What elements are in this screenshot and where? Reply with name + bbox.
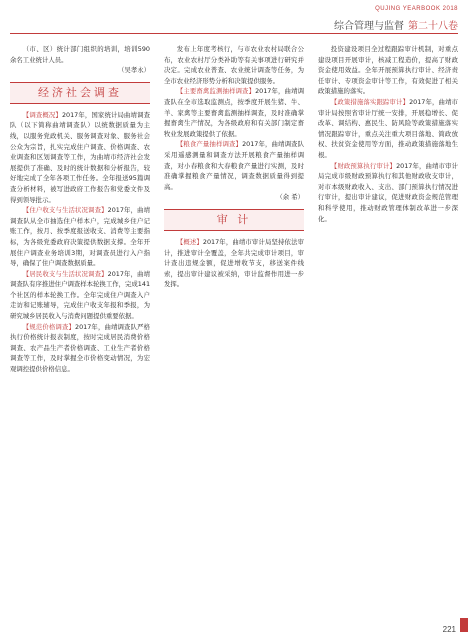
paragraph-heading: 【规范价格调查】 — [22, 322, 76, 331]
paragraph — [10, 110, 150, 205]
paragraph — [10, 322, 150, 375]
paragraph — [10, 269, 150, 322]
paragraph-text: 2017年，曲靖市审计局完成市级财政预算执行和其他财政收支审计，对市本级财政收入、支出、部门预算执行情况进行审计，提出审计建议，促进财政资金规范管理和科学使用，推动财政管理体制改革进一步深化。 — [318, 161, 458, 223]
yearbook-header — [308, 4, 458, 34]
paragraph-heading: 【调查概况】 — [22, 110, 62, 119]
page-number: 221 — [442, 625, 456, 634]
header-rule — [10, 33, 458, 34]
paragraph-text: 2017年，曲靖调查队严格执行价格统计报表制度，按时完成居民消费价格调查、农产品生产者价格调查、工业生产者价格调查等工作，及时掌握全市价格变动情况，为宏观调控提供价格信息。 — [10, 322, 150, 374]
edge-tab — [460, 618, 468, 632]
volume-label: 第二十八卷 — [408, 21, 458, 32]
paragraph — [318, 97, 458, 161]
paragraph-text: 2017年，曲靖市审计局坚持依法审计，推进审计全覆盖，全年共完成审计项目，审计查出违规金额，促进增收节支，移送案件线索，提出审计建议被采纳，审计监督作用进一步发挥。 — [164, 237, 304, 289]
paragraph-text: （市、区）统计部门组织的培训，培训590余名工业统计人员。 — [10, 45, 150, 64]
paragraph — [318, 44, 458, 97]
author-credit: （吴孝永） — [118, 66, 150, 75]
paragraph-heading: 【主要畜禽监测抽样调查】 — [176, 87, 256, 96]
section-title — [334, 17, 458, 32]
paragraph-heading: 【居民收支与生活状况调查】 — [22, 269, 108, 278]
section-heading: 经济社会调查 — [10, 82, 150, 104]
section-name: 综合管理与监督 — [334, 21, 404, 32]
paragraph — [164, 139, 304, 192]
yearbook-english-title: QUJING YEARBOOK 2018 — [375, 6, 458, 12]
paragraph — [164, 86, 304, 139]
paragraph-text: 投资建设项目全过程跟踪审计机制，对重点建设项目开展审计，核减工程造价，提高了财政资金使用效益。全年开展预算执行审计、经济责任审计、专项资金审计等工作，有效促进了相关政策措施的落实。 — [318, 45, 458, 96]
column-3 — [318, 44, 458, 606]
paragraph-text: 2017年，曲靖调查队在全市选取监测点，按季度开展生猪、牛、羊、家禽等主要畜禽监测抽样调查，及时准确掌握畜禽生产情况，为各级政府和有关部门制定畜牧业发展政策提供了依据。 — [164, 87, 304, 138]
paragraph-text: 发布上年度考核行，与市农业农村局联合公布，农业农村厅分类补助等有关事项进行研究并决定。完成农业普查、农业统计调查等任务，为全市农业经济形势分析和决策提供服务。 — [164, 45, 304, 85]
paragraph-text: 2017年，曲靖调查队从全市抽选住户样本户，完成城乡住户记账工作，按月、按季度报送收支、消费等主要指标，为各级党委政府决策提供数据支撑。全年开展住户调查业务培训3期，对调查员进行入户指导，确保了住户调查数据质量。 — [10, 206, 150, 268]
section-heading: 审 计 — [164, 209, 304, 231]
paragraph — [10, 205, 150, 269]
column-1 — [10, 44, 150, 606]
paragraph — [164, 237, 304, 290]
paragraph-heading: 【住户收支与生活状况调查】 — [22, 206, 108, 215]
paragraph-heading: 【概述】 — [176, 237, 203, 246]
paragraph — [318, 161, 458, 225]
paragraph-heading: 【财政预算执行审计】 — [330, 161, 397, 170]
paragraph-text: 2017年，国家统计局曲靖调查队（以下简称曲靖调查队）以统数据质量为主线，以服务党政机关、服务调查对象、服务社会公众为宗旨，扎实完成住户调查、价格调查、农业调查和区划调查等工作，为曲靖市经济社会发展提供了准确、及时的统计数据和分析报告，较好地完成了全年各项工作任务。全年报送95篇调查分析材料，被写进政府工作报告和党委文件及得到领导批示。 — [10, 110, 150, 204]
column-2 — [164, 44, 304, 606]
paragraph — [10, 44, 150, 65]
paragraph-heading: 【粮食产量抽样调查】 — [176, 140, 243, 149]
paragraph-text: 2017年，曲靖调查队有序推进住户调查样本轮换工作，完成141个社区的样本轮换工作。全年完成住户调查入户走访和记账辅导，完成住户收支年报和季报，为研究城乡居民收入与消费问题提供重要依据。 — [10, 269, 150, 321]
paragraph-heading: 【政策措施落实跟踪审计】 — [330, 97, 410, 106]
paragraph — [164, 44, 304, 86]
paragraph-text: 2017年，曲靖调查队采用遥感测量和调查方法开展粮食产量抽样调查，对小春粮食和大春粮食产量进行实测，及时准确掌握粮食产量情况，调查数据质量得到提高。 — [164, 140, 304, 191]
paragraph-text: 2017年，曲靖市审计局按照省审计厅统一安排，开展稳增长、促改革、调结构、惠民生、防风险等政策措施落实情况跟踪审计，重点关注重大项目落地、简政放权、扶贫资金使用等方面，推动政策措施落地生根。 — [318, 97, 458, 159]
author-credit: （余 希） — [276, 193, 304, 202]
